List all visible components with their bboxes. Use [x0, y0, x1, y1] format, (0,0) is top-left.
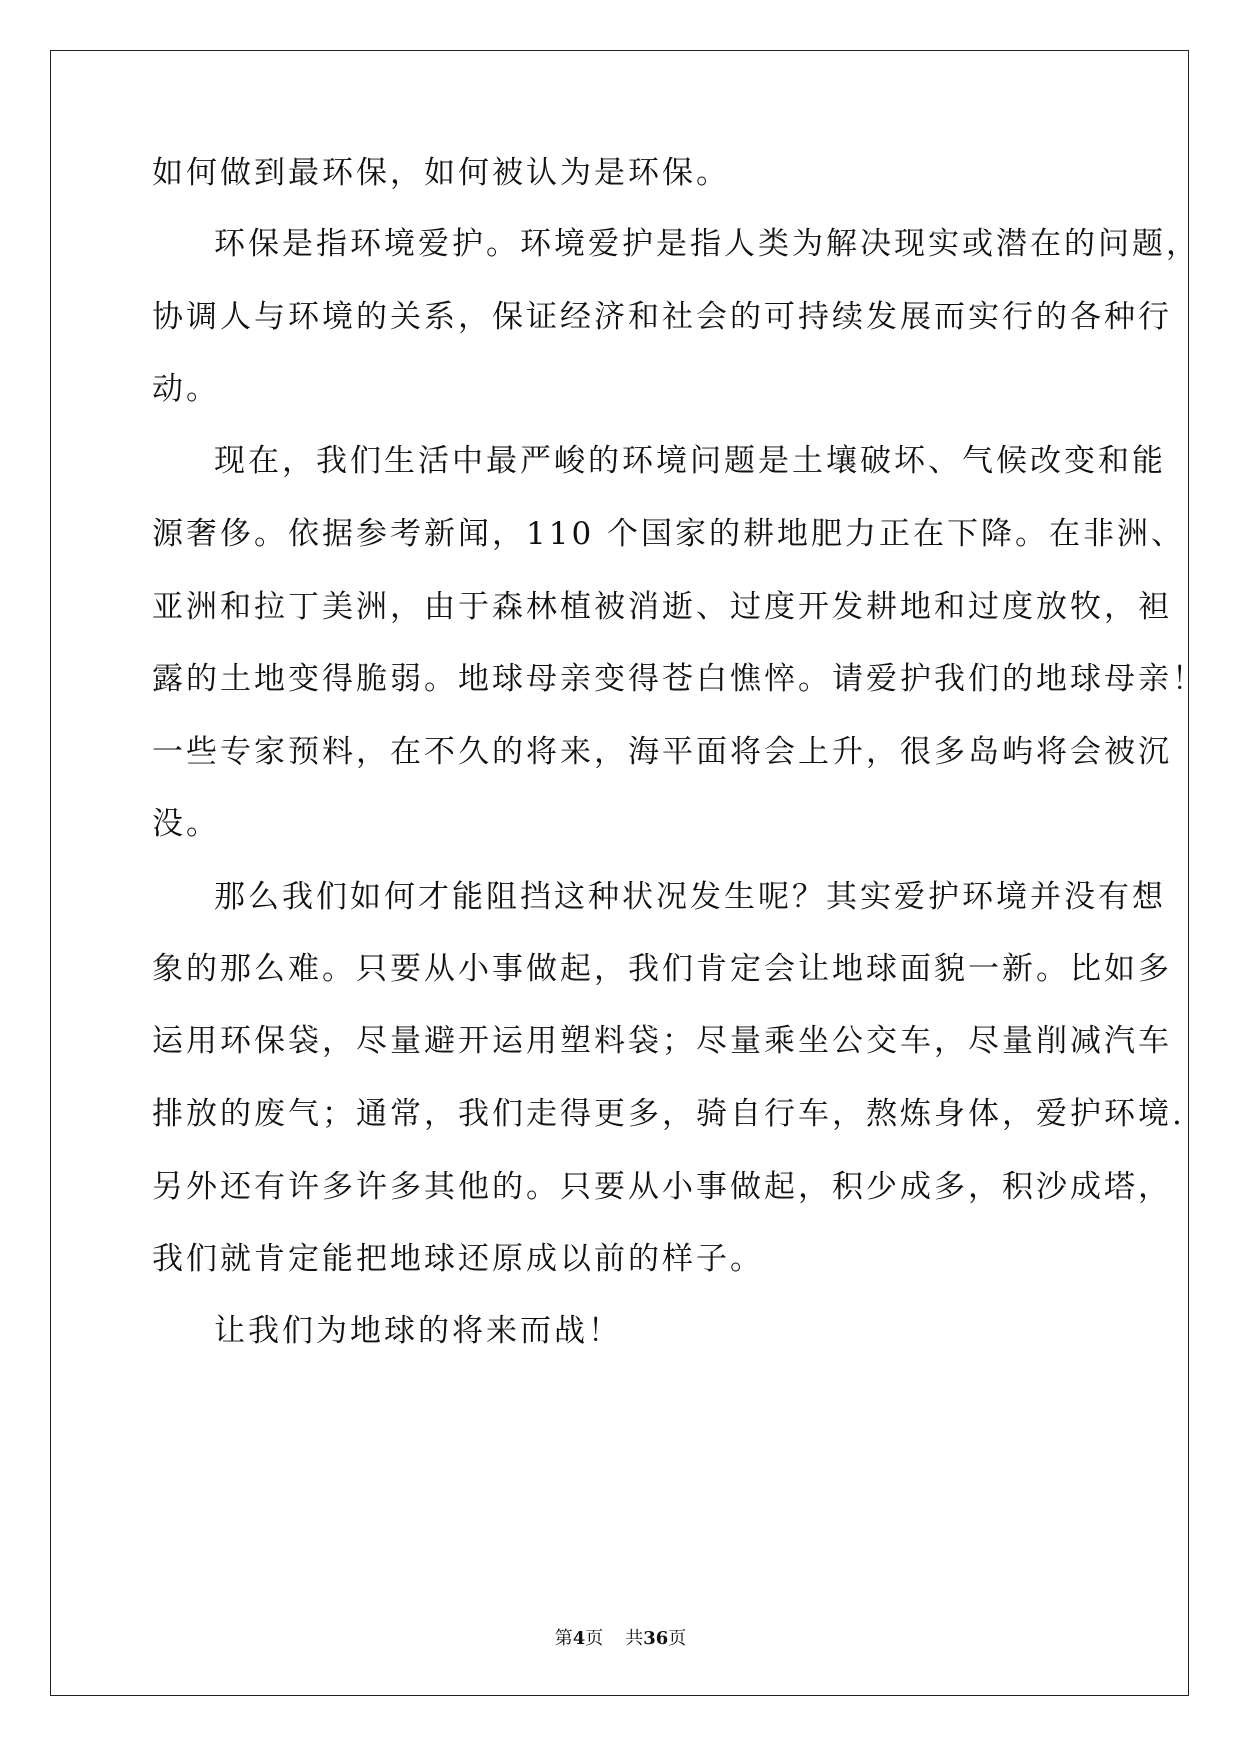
text-line: 运用环保袋，尽量避开运用塑料袋；尽量乘坐公交车，尽量削减汽车	[152, 1023, 1172, 1059]
text-line: 如何做到最环保，如何被认为是环保。	[152, 155, 730, 191]
text-line: 象的那么难。只要从小事做起，我们肯定会让地球面貌一新。比如多	[152, 951, 1172, 987]
text-line: 亚洲和拉丁美洲，由于森林植被消逝、过度开发耕地和过度放牧，袒	[152, 589, 1172, 625]
total-pages: 36	[643, 1628, 669, 1649]
page-prefix: 第	[554, 1628, 573, 1649]
text-line: 让我们为地球的将来而战！	[214, 1313, 622, 1349]
text-line: 动。	[152, 371, 220, 407]
text-line: 排放的废气；通常，我们走得更多，骑自行车，熬炼身体，爱护环境.	[152, 1096, 1185, 1132]
text-line: 露的土地变得脆弱。地球母亲变得苍白憔悴。请爱护我们的地球母亲！	[152, 661, 1206, 697]
text-line: 一些专家预料，在不久的将来，海平面将会上升，很多岛屿将会被沉	[152, 734, 1172, 770]
text-line: 没。	[152, 806, 220, 842]
text-line: 那么我们如何才能阻挡这种状况发生呢？其实爱护环境并没有想	[214, 879, 1166, 915]
text-line: 现在，我们生活中最严峻的环境问题是土壤破坏、气候改变和能	[214, 443, 1166, 479]
page-number: 4	[572, 1628, 586, 1649]
text-line: 我们就肯定能把地球还原成以前的样子。	[152, 1241, 764, 1277]
text-line: 源奢侈。依据参考新闻，110 个国家的耕地肥力正在下降。在非洲、	[152, 516, 1186, 552]
page-suffix: 页	[585, 1628, 604, 1649]
text-line: 协调人与环境的关系，保证经济和社会的可持续发展而实行的各种行	[152, 299, 1172, 335]
total-suffix: 页	[668, 1628, 687, 1649]
text-line: 环保是指环境爱护。环境爱护是指人类为解决现实或潜在的问题，	[214, 226, 1200, 262]
total-prefix: 共	[625, 1628, 644, 1649]
text-line: 另外还有许多许多其他的。只要从小事做起，积少成多，积沙成塔，	[152, 1169, 1172, 1205]
page-footer	[0, 1627, 1241, 1651]
